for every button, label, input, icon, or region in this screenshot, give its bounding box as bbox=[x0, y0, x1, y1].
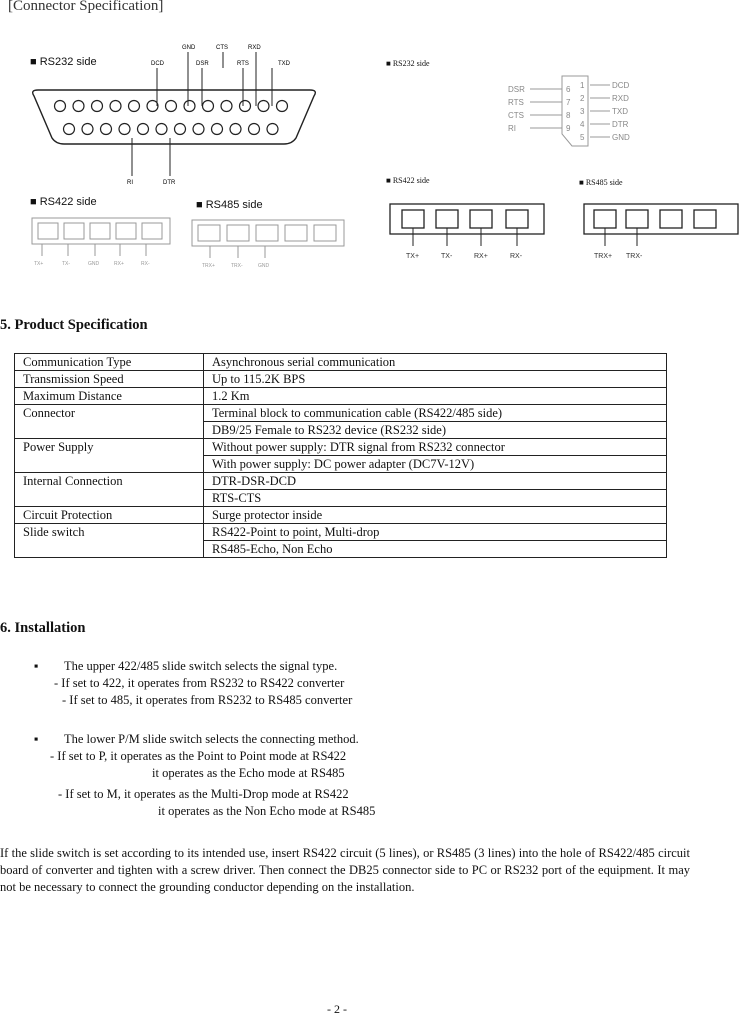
spec-label: Internal Connection bbox=[15, 473, 204, 507]
installation-b2-line-3: - If set to M, it operates as the Multi-Drop mode at RS422 bbox=[58, 787, 349, 801]
spec-value: Up to 115.2K BPS bbox=[204, 371, 667, 388]
spec-label: Maximum Distance bbox=[15, 388, 204, 405]
installation-b1-line-2: - If set to 485, it operates from RS232 to RS485 converter bbox=[62, 693, 353, 707]
db9-pin-2: 2 bbox=[580, 94, 585, 103]
db9-pin-9: 9 bbox=[566, 124, 571, 133]
product-spec-heading: 5. Product Specification bbox=[0, 317, 148, 333]
db25-label-gnd: GND bbox=[182, 45, 196, 51]
product-spec-table bbox=[14, 353, 667, 558]
installation-paragraph: If the slide switch is set according to its intended use, insert RS422 circuit (5 lines), or RS485 (3 lines) into the hole of RS422/485 circuit board of converter and tighten with a screw driver. Then connect the DB25 connector side to PC or RS232 port of the equipment. It may not be necessary to connect the grounding conductor depending on the installation. bbox=[0, 846, 690, 894]
rs232-side-label: ■ RS232 side bbox=[30, 56, 97, 68]
rs422-side-label-left: ■ RS422 side bbox=[30, 196, 97, 208]
db25-label-rxd: RXD bbox=[248, 45, 261, 51]
db9-label-dsr: DSR bbox=[508, 85, 525, 94]
spec-value: With power supply: DC power adapter (DC7V-12V) bbox=[204, 456, 667, 473]
rs485-side-label-right: ■ RS485 side bbox=[579, 178, 623, 187]
spec-value: Asynchronous serial communication bbox=[204, 354, 667, 371]
db25-connector-diagram bbox=[20, 38, 350, 188]
installation-b2-line-1: - If set to P, it operates as the Point to Point mode at RS422 bbox=[50, 749, 347, 763]
installation-heading: 6. Installation bbox=[0, 620, 86, 636]
db9-pin-3: 3 bbox=[580, 107, 585, 116]
db25-label-dcd: DCD bbox=[151, 61, 164, 67]
db25-label-dsr: DSR bbox=[196, 61, 209, 67]
db9-pin-8: 8 bbox=[566, 111, 571, 120]
spec-value: RS422-Point to point, Multi-drop bbox=[204, 524, 667, 541]
db9-pin-7: 7 bbox=[566, 98, 571, 107]
db9-pin-5: 5 bbox=[580, 133, 585, 142]
spec-value: Surge protector inside bbox=[204, 507, 667, 524]
rs422-left-pin-rx-minus: RX- bbox=[141, 261, 150, 267]
spec-value: Without power supply: DTR signal from RS232 connector bbox=[204, 439, 667, 456]
db9-pin-1: 1 bbox=[580, 81, 585, 90]
spec-label: Slide switch bbox=[15, 524, 204, 558]
installation-bullet-1: The upper 422/485 slide switch selects the signal type. bbox=[64, 659, 338, 673]
spec-label: Transmission Speed bbox=[15, 371, 204, 388]
installation-b2-line-2: it operates as the Echo mode at RS485 bbox=[152, 766, 345, 780]
terminal-blocks-right bbox=[380, 196, 740, 268]
table-row bbox=[15, 405, 667, 422]
db9-pin-6: 6 bbox=[566, 85, 571, 94]
rs422-left-pin-rx-plus: RX+ bbox=[114, 261, 124, 267]
table-row bbox=[15, 439, 667, 456]
spec-label: Communication Type bbox=[15, 354, 204, 371]
rs422-side-label-right: ■ RS422 side bbox=[386, 176, 430, 185]
rs485-left-pin-trx-plus: TRX+ bbox=[202, 263, 215, 269]
rs485-right-pin-trx-minus: TRX- bbox=[626, 253, 643, 260]
page-number: - 2 - bbox=[327, 1002, 347, 1016]
bullet-marker: ▪ bbox=[34, 659, 39, 673]
rs422-left-pin-gnd: GND bbox=[88, 261, 100, 267]
db25-label-rts: RTS bbox=[237, 61, 249, 67]
rs485-left-pin-gnd: GND bbox=[258, 263, 270, 269]
spec-label: Power Supply bbox=[15, 439, 204, 473]
table-row bbox=[15, 354, 667, 371]
spec-value: DTR-DSR-DCD bbox=[204, 473, 667, 490]
rs422-right-pin-rx-plus: RX+ bbox=[474, 253, 488, 260]
table-row bbox=[15, 371, 667, 388]
db25-label-dtr: DTR bbox=[163, 180, 176, 186]
db25-label-cts: CTS bbox=[216, 45, 228, 51]
rs422-left-pin-tx-plus: TX+ bbox=[34, 261, 44, 267]
installation-b1-line-1: - If set to 422, it operates from RS232 to RS422 converter bbox=[54, 676, 345, 690]
db9-label-gnd: GND bbox=[612, 133, 630, 142]
db9-label-cts: CTS bbox=[508, 111, 524, 120]
rs485-side-label-left: ■ RS485 side bbox=[196, 199, 263, 211]
installation-bullet-2: The lower P/M slide switch selects the connecting method. bbox=[64, 732, 359, 746]
bullet-marker: ▪ bbox=[34, 732, 39, 746]
db9-connector-diagram bbox=[500, 70, 660, 152]
db9-label-dcd: DCD bbox=[612, 81, 630, 90]
spec-value: DB9/25 Female to RS232 device (RS232 side) bbox=[204, 422, 667, 439]
table-row bbox=[15, 473, 667, 490]
table-row bbox=[15, 507, 667, 524]
spec-value: 1.2 Km bbox=[204, 388, 667, 405]
db9-label-rxd: RXD bbox=[612, 94, 629, 103]
db9-label-txd: TXD bbox=[612, 107, 628, 116]
terminal-blocks-left bbox=[20, 212, 350, 270]
installation-b2-line-4: it operates as the Non Echo mode at RS485 bbox=[158, 804, 376, 818]
spec-value: Terminal block to communication cable (RS422/485 side) bbox=[204, 405, 667, 422]
rs232-side-label-right: ■ RS232 side bbox=[386, 59, 430, 68]
rs485-left-pin-trx-minus: TRX- bbox=[231, 263, 243, 269]
spec-value: RS485-Echo, Non Echo bbox=[204, 541, 667, 558]
rs485-right-pin-trx-plus: TRX+ bbox=[594, 253, 613, 260]
rs422-right-pin-tx-minus: TX- bbox=[441, 253, 453, 260]
spec-value: RTS-CTS bbox=[204, 490, 667, 507]
rs422-right-pin-rx-minus: RX- bbox=[510, 253, 523, 260]
table-row bbox=[15, 524, 667, 541]
rs422-right-pin-tx-plus: TX+ bbox=[406, 253, 420, 260]
table-row bbox=[15, 388, 667, 405]
db9-label-dtr: DTR bbox=[612, 120, 629, 129]
db9-label-rts: RTS bbox=[508, 98, 524, 107]
db9-pin-4: 4 bbox=[580, 120, 585, 129]
spec-label: Connector bbox=[15, 405, 204, 439]
db25-label-txd: TXD bbox=[278, 61, 290, 67]
spec-label: Circuit Protection bbox=[15, 507, 204, 524]
db25-label-ri: RI bbox=[127, 180, 133, 186]
rs422-left-pin-tx-minus: TX- bbox=[62, 261, 71, 267]
db9-label-ri: RI bbox=[508, 124, 516, 133]
page-title: [Connector Specification] bbox=[8, 0, 164, 14]
